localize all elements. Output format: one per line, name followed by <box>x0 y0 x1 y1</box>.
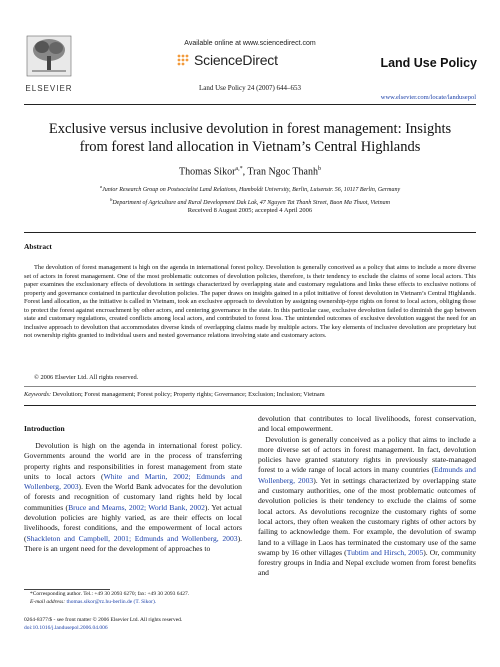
journal-url-link[interactable]: www.elsevier.com/locate/landusepol <box>380 94 476 101</box>
body-top-rule <box>24 405 476 406</box>
available-online: Available online at www.sciencedirect.com <box>184 40 316 47</box>
email-link[interactable]: thomas.sikor@rz.hu-berlin.de (T. Sikor). <box>65 599 157 605</box>
journal-citation: Land Use Policy 24 (2007) 644–653 <box>198 84 302 92</box>
email-note <box>30 599 156 605</box>
author-1-affiliation: a,* <box>235 166 243 172</box>
citation-link[interactable]: Tubtim and Hirsch, 2005 <box>346 547 424 557</box>
abstract-top-rule <box>24 232 476 233</box>
authors <box>24 166 476 177</box>
body-text: ). There is an urgent need for the development of approaches to <box>24 533 244 553</box>
title-line-2: from forest land allocation in Vietnam’s Central Highlands <box>79 139 421 155</box>
body-text: ). Yet in settings characterized by overlapping state and customary authorities, one of the most problematic outcomes of devolution policies is their tendency to exclude the claims of some local actors. As devolutions recognize the customary rights of some local actors, they often weaken the customary rights of other actors by failing to acknowledge them. For example, the devolution of swamp land to a village in Laos has terminated the customary use of the same swamp by 16 other villages ( <box>258 475 478 557</box>
citation-link[interactable]: Bruce and Mearns, 2002; World Bank, 2002 <box>68 502 205 512</box>
abstract-heading: Abstract <box>24 242 52 251</box>
body-text: Devolution is high on the agenda in international forest policy. Governments around the world are in the process of transferring property rights and responsibilities in forest management from state units to local actors ( <box>24 441 244 481</box>
title-line-1: Exclusive versus inclusive devolution in forest management: Insights <box>48 121 452 137</box>
affiliations <box>24 182 476 208</box>
keywords-rule <box>24 386 476 387</box>
doi-link[interactable]: doi:10.1016/j.landusepol.2006.04.006 <box>24 625 108 631</box>
publisher-name: ELSEVIER <box>25 84 73 93</box>
introduction-heading: Introduction <box>24 424 65 433</box>
corresponding-author-note: *Corresponding author. Tel.: +49 30 2093 6270; fax: +49 30 2093 6427. <box>30 591 190 597</box>
sciencedirect-logo <box>176 51 278 69</box>
footnote-rule <box>24 589 110 590</box>
keywords-label: Keywords: <box>24 391 52 398</box>
abstract-body: The devolution of forest management is high on the agenda in international forest policy. Devolution is generally conceived as a policy that aims to include a more diverse set of actors in forest management. One of the most problematic outcomes of devolution policies, therefore, is their tendency to exclude the claims of some local actors. This paper examines the exclusionary effects of devolutions in settings characterized by overlapping state and customary regulations and links these effects to exclusive notions of property and governance contained in particular devolution policies. The paper draws on insights gained in a pilot initiative of forest devolution in Vietnam’s Central Highlands. Forest land allocation, as the initiative is called in Vietnam, took an exclusive approach to devolution by assigning ownership-type rights on forest to local actors, obliging those to protect the forest against encroachment by other actors, and centering governance in the state. In this particular case, exclusive devolution failed to diminish the gap between state and customary regulations, created conflicts among local actors, and contributed to forest loss. The unintended outcomes of exclusive devolution suggest the need for an inclusive approach to devolution that accommodates diverse kinds of overlapping claims made by multiple actors. The key elements of inclusive devolution are proprietary but not ownership rights granted to individual users and nested governance relations involving state and customary actors. <box>24 264 476 340</box>
sciencedirect-dots-icon <box>176 53 190 67</box>
affiliation-a: $^a$Junior Research Group on Postsocialist Land Relations, Humboldt University, Berlin, Luisenstr. 56, 10117 Berlin, Germany <box>99 184 401 193</box>
author-2: , Tran Ngoc Thanh <box>242 166 318 178</box>
sciencedirect-wordmark: ScienceDirect <box>194 52 278 68</box>
author-1: Thomas Sikor <box>179 166 236 178</box>
citation-link[interactable]: Edmunds and Wollenberg, 2003 <box>258 465 478 485</box>
citation-link[interactable]: Shackleton and Campbell, 2001; Edmunds and Wollenberg, 2003 <box>26 533 238 543</box>
issn-line: 0264-8377/$ - see front matter © 2006 Elsevier Ltd. All rights reserved. <box>24 617 183 623</box>
received-dates: Received 8 August 2005; accepted 4 April 2006 <box>187 207 313 214</box>
keywords-list: Devolution; Forest management; Forest policy; Property rights; Governance; Exclusion; Inclusion; Vietnam <box>51 391 325 398</box>
journal-logo: Land Use Policy <box>380 56 477 70</box>
intro-column-1 <box>24 441 242 554</box>
copyright-line: © 2006 Elsevier Ltd. All rights reserved. <box>34 374 139 381</box>
keywords <box>24 391 476 398</box>
elsevier-logo <box>24 34 74 93</box>
article-title <box>24 120 476 156</box>
citation-link[interactable]: White and Martin, 2002; Edmunds and Wollenberg, 2003 <box>24 471 244 492</box>
author-2-affiliation: b <box>317 166 321 172</box>
intro-column-2 <box>258 414 476 579</box>
body-text: ). Even the World Bank advocates for the devolution of forests and recognition of customary land rights held by local communities ( <box>24 482 244 512</box>
header-rule <box>24 104 476 105</box>
body-text: ). Or, community forestry groups in India and Nepal exclude women from forest benefits and <box>258 547 478 578</box>
body-text: ). Yet actual devolution policies are highly varied, as are their effects on local livelihoods, forest conditions, and the empowerment of local actors ( <box>24 502 244 543</box>
affiliation-b: $^b$Department of Agriculture and Rural Development Dak Lak, 47 Nguyen Tat Thanh Street, Buon Ma Thuot, Vietnam <box>110 197 390 206</box>
email-label: E-mail address: <box>30 599 66 605</box>
elsevier-tree-icon <box>24 34 74 78</box>
body-text: devolution that contributes to local livelihoods, forest conservation, and local empowerment. Devolution is generally conceived as a policy that aims to include a more diverse set of actors in forest management. In fact, devolution policies have granted statutory rights in previously state-managed forest to a wide range of local actors in many countries ( <box>258 414 476 475</box>
